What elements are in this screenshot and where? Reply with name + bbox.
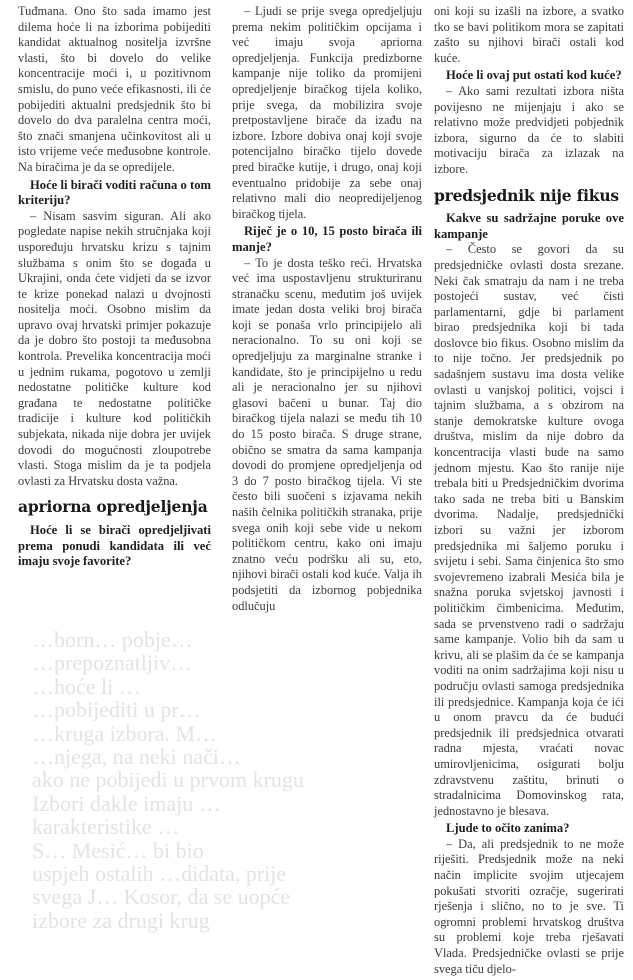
pull-quote-line: …pobijediti u pr… — [32, 697, 201, 723]
pull-quote-line: …kruga izbora. M… — [32, 720, 218, 746]
interview-answer: – Često se govori da su predsjedničke ovlasti dosta srezane. Neki čak smatraju da nam i ne treba postojeći sustav, već čisti parlamentarni, gdje bi parlament birao predsjednika koji bi tada doslovce bio fikus. Osobno mislim da to nije točno. Jer predsjednik po sadašnjem sustavu ima dosta velike ovlasti u vanjskoj politici, vojsci i tajnim službama, a s obzirom na stanje demokratske kulture ovoga društva, mislim da nije dobro da koncentracija vlasti bude na samo jednom mjestu. Kao što ranije nije trebala biti u Predsjedničkim dvorima tako sada ne treba biti u Banskim dvorima. Nadalje, predsjednički izbori su važni jer izborom predsjednika mi šaljemo poruku i svijetu i sebi. Sama činjenica što smo svojevremeno izabrali Mesića bila je snažna poruka svjetskoj javnosti i političkim čimbenicima. Međutim, sada se prvenstveno radi o sadržaju same kampanje. Volio bih da sam u krivu, ali se plašim da će se kampanja voditi na onim sadržajima koji nisu u području ovlasti samoga predsjednika ili predsjednice. Kampanja koja će ići u onom pravcu da će budući predsjednik ili predsjednica otvarati radna mjesta, vraćati novac umirovljenicima, osigurati bolju zdravstvenu zaštitu, brinuti o stradalnicima Domovinskog rata, jednostavno je blesava. — [434, 242, 624, 818]
interview-question: Hoće li se birači opredjeljivati prema ponudi kandidata ili već imaju svoje favorite? — [18, 523, 211, 569]
interview-question: Riječ je o 10, 15 posto birača ili manje? — [232, 224, 422, 254]
interview-answer: oni koji su izašli na izbore, a svatko tko se bavi politikom mora se zapitati zašto su njihovi birači ostali kod kuće. — [434, 4, 624, 65]
pull-quote-line: ako ne pobijedi u prvom krugu — [32, 767, 304, 793]
pull-quote-line: svega J… Kosor, da se uopće — [32, 884, 291, 910]
interview-answer: – Da, ali predsjednik to ne može riješiti. Predsjednik može na neki način implicite svojim utjecajem pokušati stvoriti ozračje, sugerirati rješenja i slično, no to je sve. Ti ogromni problemi hrvatskog društva su problemi koje treba rješavati Vlada. Predsjedničke ovlasti se prije svega tiču djelo- — [434, 836, 624, 976]
pull-quote-line: …prepoznatljiv… — [32, 650, 193, 676]
pull-quote-line: uspjeh ostalih …didata, prije — [32, 861, 287, 887]
section-heading: apriorna opredjeljenja — [18, 497, 208, 517]
article-column-3 — [434, 4, 624, 977]
pull-quote-line: …njega, na neki nači… — [32, 744, 241, 770]
interview-question: Hoće li birači voditi računa o tom kriteriju? — [18, 177, 211, 208]
interview-question: Kakve su sadržajne poruke ove kampanje — [434, 211, 624, 241]
pull-quote-line: Izbori dakle imaju … — [32, 790, 221, 816]
pull-quote-line: karakteristike … — [32, 814, 180, 840]
section-heading: predsjednik nije fikus — [434, 185, 619, 205]
pull-quote-line: …born… pobje… — [32, 627, 193, 652]
pull-quote — [32, 628, 410, 932]
pull-quote-line: …hoće li … — [32, 673, 141, 699]
pull-quote-line: S… Mesić… bi bio — [32, 837, 204, 863]
interview-question: Hoće li ovaj put ostati kod kuće? — [446, 68, 622, 83]
interview-answer: – Nisam sasvim siguran. Ali ako pogledate napise nekih stručnjaka koji uspoređuju hrvatsku krizu s tajnim službama s onim što se događa u Ukrajini, onda ćete vidjeti da se izvor te krize ponekad nalazi u dvojnosti nositelja moći. Osobno mislim da upravo ovaj hrvatski primjer pokazuje da je dobro što postoji ta međusobna kontrola. Prevelika koncentracija moći u jednim rukama, pogotovo u zemlji nedostatne političke kulture kod građana te nedostatne političke tradicije i kulture kod političkih subjekata, nikada nije dobra jer uvijek dovodi do mogućnosti zloupotrebe vlasti. Stoga mislim da je ta podjela ovlasti za Hrvatsku dosta važna. — [18, 208, 211, 488]
article-column-2 — [232, 4, 422, 614]
interview-answer: – Ako sami rezultati izbora ništa povijesno ne mijenjaju i ako se relativno može predvidjeti pobjednik izbora, sigurno da će to slabiti motivaciju birača za izlazak na izbore. — [434, 83, 624, 176]
pull-quote-line: izbore za drugi krug — [32, 907, 210, 933]
body-paragraph: Tuđmana. Ono što sada imamo jest dilema hoće li na izborima pobijediti kandidat aktualnog nositelja izvršne vlasti, što bi dovelo do velike koncentracije moći i, u pozitivnom smislu, do puno veće efikasnosti, ili će pobijediti aktualni predsjednik što bi dovelo do dva paralelna centra moći, što znači smanjena učinkovitost ali u isto vrijeme veće međusobne kontrole. Na biračima je da se opredijele. — [18, 4, 211, 174]
interview-answer: – Ljudi se prije svega opredjeljuju prema nekim političkim opcijama i već imaju svoja apriorna opredjeljenja. Funkcija predizborne kampanje nije toliko da promijeni opredjeljenje biračkog tijela koliko, prije svega, da mobilizira svoje pretpostavljene birače da izađu na izbore. Izbore dobiva onaj koji svoje potencijalno biračko tijelo dovede pred biračke kutije, i drugo, onaj koji eventualno pridobije za sebe onaj relativno mali dio neopredijeljenog biračkog tijela. — [232, 4, 422, 221]
interview-question: Ljude to očito zanima? — [446, 821, 570, 836]
article-column-1 — [18, 4, 211, 570]
interview-answer: – To je dosta teško reći. Hrvatska već ima uspostavljenu strukturiranu stranačku scenu, međutim još uvijek imate jedan dosta veliki broj birača koji se ponaša vrlo principijelo ali neracionalno. To su oni koji se opredjeljuju za marginalne stranke i kandidate, što je principijelno u redu ali je neracionalno jer su njihovi glasovi bačeni u bunar. Taj dio biračkog tijela nalazi se među tih 10 do 15 posto birača. S druge strane, obično se smatra da sama kampanja dovodi do promjene opredjeljenja od 3 do 7 posto biračkog tijela. Vi ste često bili suočeni s izjavama nekih naših čelnika političkih stranaka, prije svega onih koji sebe vide u nekom političkom centru, kako oni imaju znatno veću podršku ali su, eto, njihovi birači ostali kod kuće. Valja ih podsjetiti da izbornog pobjednika odlučuju — [232, 255, 422, 613]
